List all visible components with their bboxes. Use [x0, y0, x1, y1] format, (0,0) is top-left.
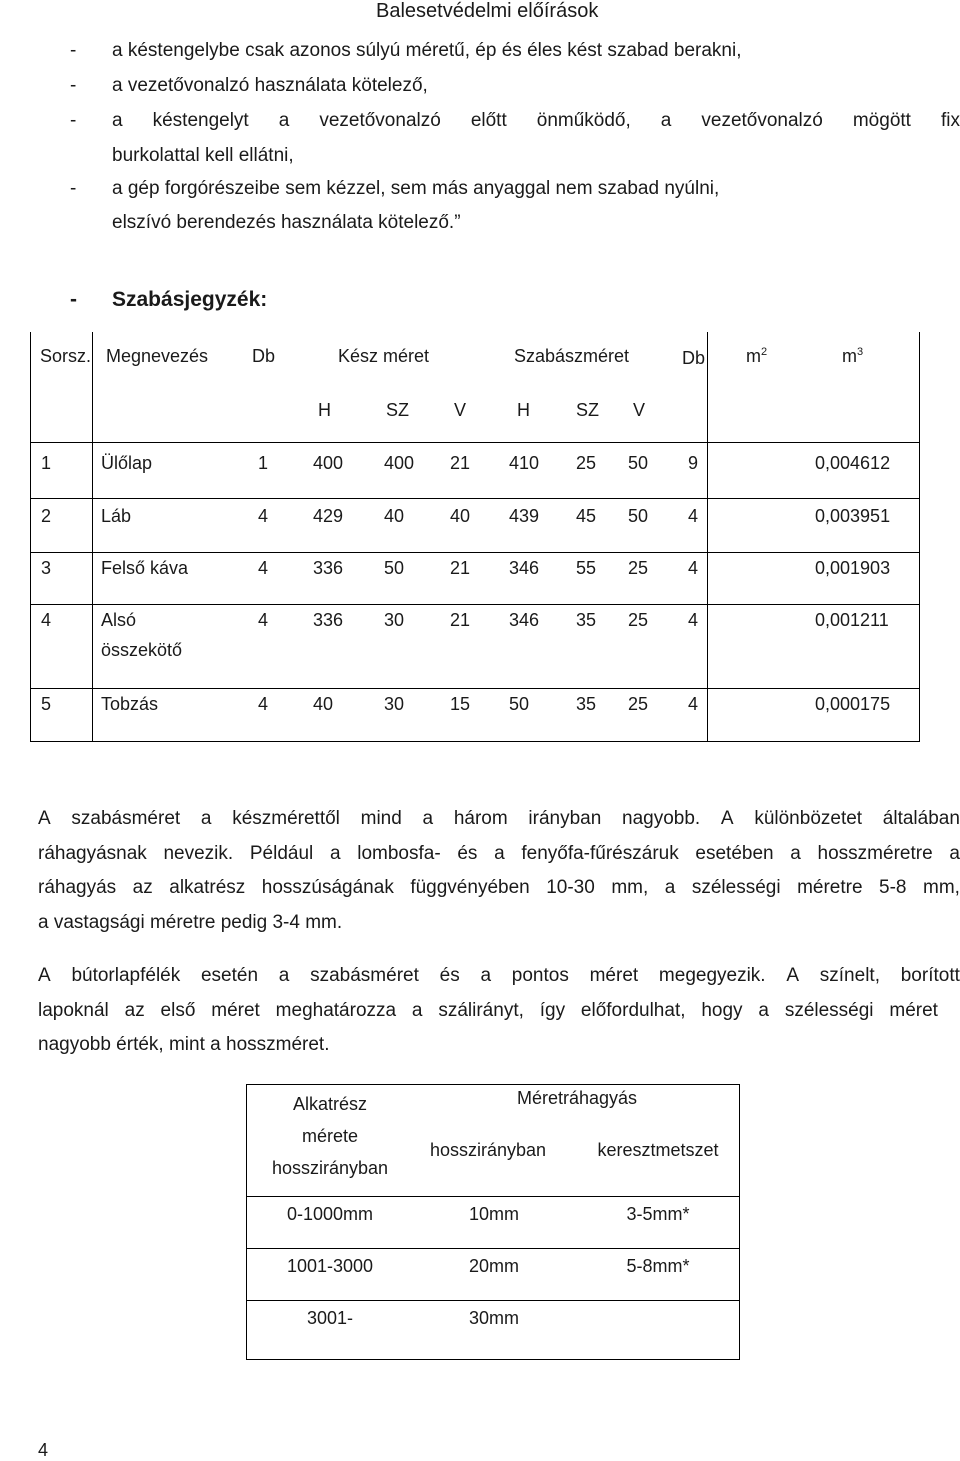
- col-group-meretrahagyas: Méretráhagyás: [516, 1088, 638, 1108]
- cell-db2: 4: [688, 610, 699, 630]
- cell-sz2: 25: [576, 453, 597, 473]
- col-header-szabaszmeret: Szabászméret: [514, 346, 630, 366]
- paragraph-line: ráhagyásnak nevezik. Például a lombosfa- és a fenyőfa-fűrészáruk esetében a hosszméretre a: [38, 842, 960, 864]
- word: önműködő,: [536, 110, 631, 131]
- list-item: a késtengelybe csak azonos súlyú méretű, ép és éles kést szabad berakni,: [112, 40, 742, 61]
- cell-h: 336: [313, 558, 344, 578]
- table-rule: [246, 1084, 740, 1085]
- cell-m3: 0,001211: [815, 610, 889, 630]
- cell-h2: 346: [509, 558, 540, 578]
- cell: 20mm: [468, 1256, 519, 1276]
- paragraph-line: a vastagsági méretre pedig 3-4 mm.: [38, 911, 343, 933]
- cell-h2: 346: [509, 610, 540, 630]
- cell: 5-8mm*: [626, 1256, 690, 1276]
- cell-h2: 410: [509, 453, 540, 473]
- table-rule: [246, 1359, 740, 1360]
- cell-name: összekötő: [101, 640, 183, 660]
- subheader: SZ: [576, 400, 600, 420]
- cell: 0-1000mm: [286, 1204, 374, 1224]
- cell-db: 4: [258, 506, 269, 526]
- list-bullet: -: [70, 110, 77, 131]
- table-rule: [246, 1248, 740, 1249]
- list-bullet: -: [70, 178, 77, 199]
- cell: 3-5mm*: [626, 1204, 690, 1224]
- col-header-keresztmetszet: keresztmetszet: [597, 1140, 719, 1160]
- list-item: a gép forgórészeibe sem kézzel, sem más anyaggal nem szabad nyúlni,: [112, 178, 720, 199]
- cell-name: Alsó: [101, 610, 137, 630]
- table-rule: [30, 332, 31, 742]
- cell-h: 429: [313, 506, 344, 526]
- col-header-hosszirany: hosszirányban: [429, 1140, 547, 1160]
- cell-db: 1: [258, 453, 269, 473]
- cell-v: 40: [450, 506, 471, 526]
- cell: 10mm: [468, 1204, 519, 1224]
- cell-sz: 30: [384, 610, 405, 630]
- cell-sz: 400: [384, 453, 415, 473]
- table-rule: [30, 442, 920, 443]
- paragraph: [38, 959, 960, 1063]
- cell-sz: 50: [384, 558, 405, 578]
- allowance-table: [246, 1084, 740, 1360]
- cell-db: 4: [258, 694, 269, 714]
- cell-db2: 9: [688, 453, 699, 473]
- subheader: H: [318, 400, 331, 420]
- col-header-sorsz: Sorsz.: [40, 346, 92, 366]
- word: késtengelyt: [152, 110, 249, 131]
- table-rule: [92, 332, 93, 742]
- cell-m3: 0,000175: [815, 694, 891, 714]
- cell-h: 40: [313, 694, 334, 714]
- col-header-kesz-meret: Kész méret: [338, 346, 430, 366]
- cutting-list-table: [30, 332, 920, 742]
- col-header-db: Db: [252, 346, 276, 366]
- cell-v: 15: [450, 694, 471, 714]
- table-rule: [30, 552, 920, 553]
- section-heading: Szabásjegyzék:: [112, 288, 268, 311]
- word: előtt: [470, 110, 507, 131]
- word: fix: [940, 110, 960, 131]
- cell-sorsz: 1: [41, 453, 52, 473]
- cell-h2: 50: [509, 694, 530, 714]
- list-bullet: -: [70, 40, 77, 61]
- cell-db2: 4: [688, 558, 699, 578]
- subheader: SZ: [386, 400, 410, 420]
- table-rule: [30, 741, 920, 742]
- list-item: [112, 110, 960, 132]
- cell: 3001-: [306, 1308, 354, 1328]
- paragraph-line: lapoknál az első méret meghatározza a szálirányt, így előfordulhat, hogy a szélességi méret: [38, 999, 938, 1021]
- word: mögött: [852, 110, 911, 131]
- cell-sorsz: 3: [41, 558, 52, 578]
- word: vezetővonalzó: [319, 110, 441, 131]
- cell-m3: 0,004612: [815, 453, 891, 473]
- cell-sz2: 35: [576, 694, 597, 714]
- cell-v: 21: [450, 558, 471, 578]
- cell-v2: 50: [628, 506, 649, 526]
- cell-db2: 4: [688, 506, 699, 526]
- cell-db: 4: [258, 558, 269, 578]
- cell-sz2: 55: [576, 558, 597, 578]
- table-rule: [30, 604, 920, 605]
- list-item: a vezetővonalzó használata kötelező,: [112, 75, 428, 96]
- cell-h2: 439: [509, 506, 540, 526]
- paragraph-line: A bútorlapfélék esetén a szabásméret és a pontos méret megegyezik. A színelt, borított: [38, 965, 960, 986]
- cell-h: 336: [313, 610, 344, 630]
- cell-v: 21: [450, 610, 471, 630]
- page-number: 4: [38, 1440, 49, 1460]
- table-rule: [246, 1300, 740, 1301]
- cell-sz2: 35: [576, 610, 597, 630]
- cell-name: Felső káva: [101, 558, 189, 578]
- paragraph-line: ráhagyás az alkatrész hosszúságának függvényében 10-30 mm, a szélességi méretre 5-8 mm,: [38, 877, 960, 899]
- subheader: H: [517, 400, 530, 420]
- paragraph: [38, 802, 960, 940]
- cell-sorsz: 4: [41, 610, 52, 630]
- cell-db: 4: [258, 610, 269, 630]
- col-header-megnevezes: Megnevezés: [106, 346, 209, 366]
- col-header-alkatresz-merete: Alkatrész mérete hosszirányban: [271, 1094, 389, 1178]
- cell-sz: 30: [384, 694, 405, 714]
- subheader: V: [633, 400, 646, 420]
- cell-h: 400: [313, 453, 344, 473]
- word: a: [278, 110, 290, 131]
- cell-v: 21: [450, 453, 471, 473]
- word: vezetővonalzó: [701, 110, 823, 131]
- word: a: [112, 110, 123, 131]
- col-header-db2: Db: [682, 348, 706, 368]
- cell-sorsz: 5: [41, 694, 52, 714]
- table-rule: [30, 498, 920, 499]
- cell-sz2: 45: [576, 506, 597, 526]
- cell: 1001-3000: [286, 1256, 374, 1276]
- col-header-m2: $m^2$: [746, 346, 768, 366]
- cell-v2: 25: [628, 694, 649, 714]
- cell-v2: 50: [628, 453, 649, 473]
- page-title: Balesetvédelmi előírások: [376, 0, 599, 22]
- cell-sz: 40: [384, 506, 405, 526]
- table-rule: [246, 1196, 740, 1197]
- cell-name: Ülőlap: [101, 453, 153, 473]
- cell: 30mm: [468, 1308, 519, 1328]
- table-rule: [707, 332, 708, 742]
- cell-m3: 0,001903: [815, 558, 891, 578]
- cell-m3: 0,003951: [815, 506, 891, 526]
- cell-db2: 4: [688, 694, 699, 714]
- table-rule: [919, 332, 920, 742]
- cell-v2: 25: [628, 610, 649, 630]
- table-rule: [30, 688, 920, 689]
- col-header-m3: $m^3$: [842, 346, 864, 366]
- paragraph-line: A szabásméret a készmérettől mind a három irányban nagyobb. A különbözetet általában: [38, 808, 960, 829]
- cell-v2: 25: [628, 558, 649, 578]
- word: a: [660, 110, 672, 131]
- list-bullet: -: [70, 75, 77, 96]
- subheader: V: [454, 400, 467, 420]
- paragraph-line: nagyobb érték, mint a hosszméret.: [38, 1034, 330, 1056]
- list-item-continuation: burkolattal kell ellátni,: [112, 145, 294, 166]
- section-bullet: -: [70, 288, 77, 311]
- cell-name: Láb: [101, 506, 132, 526]
- cell-name: Tobzás: [101, 694, 159, 714]
- list-item-continuation: elszívó berendezés használata kötelező.”: [112, 212, 461, 233]
- cell-sorsz: 2: [41, 506, 52, 526]
